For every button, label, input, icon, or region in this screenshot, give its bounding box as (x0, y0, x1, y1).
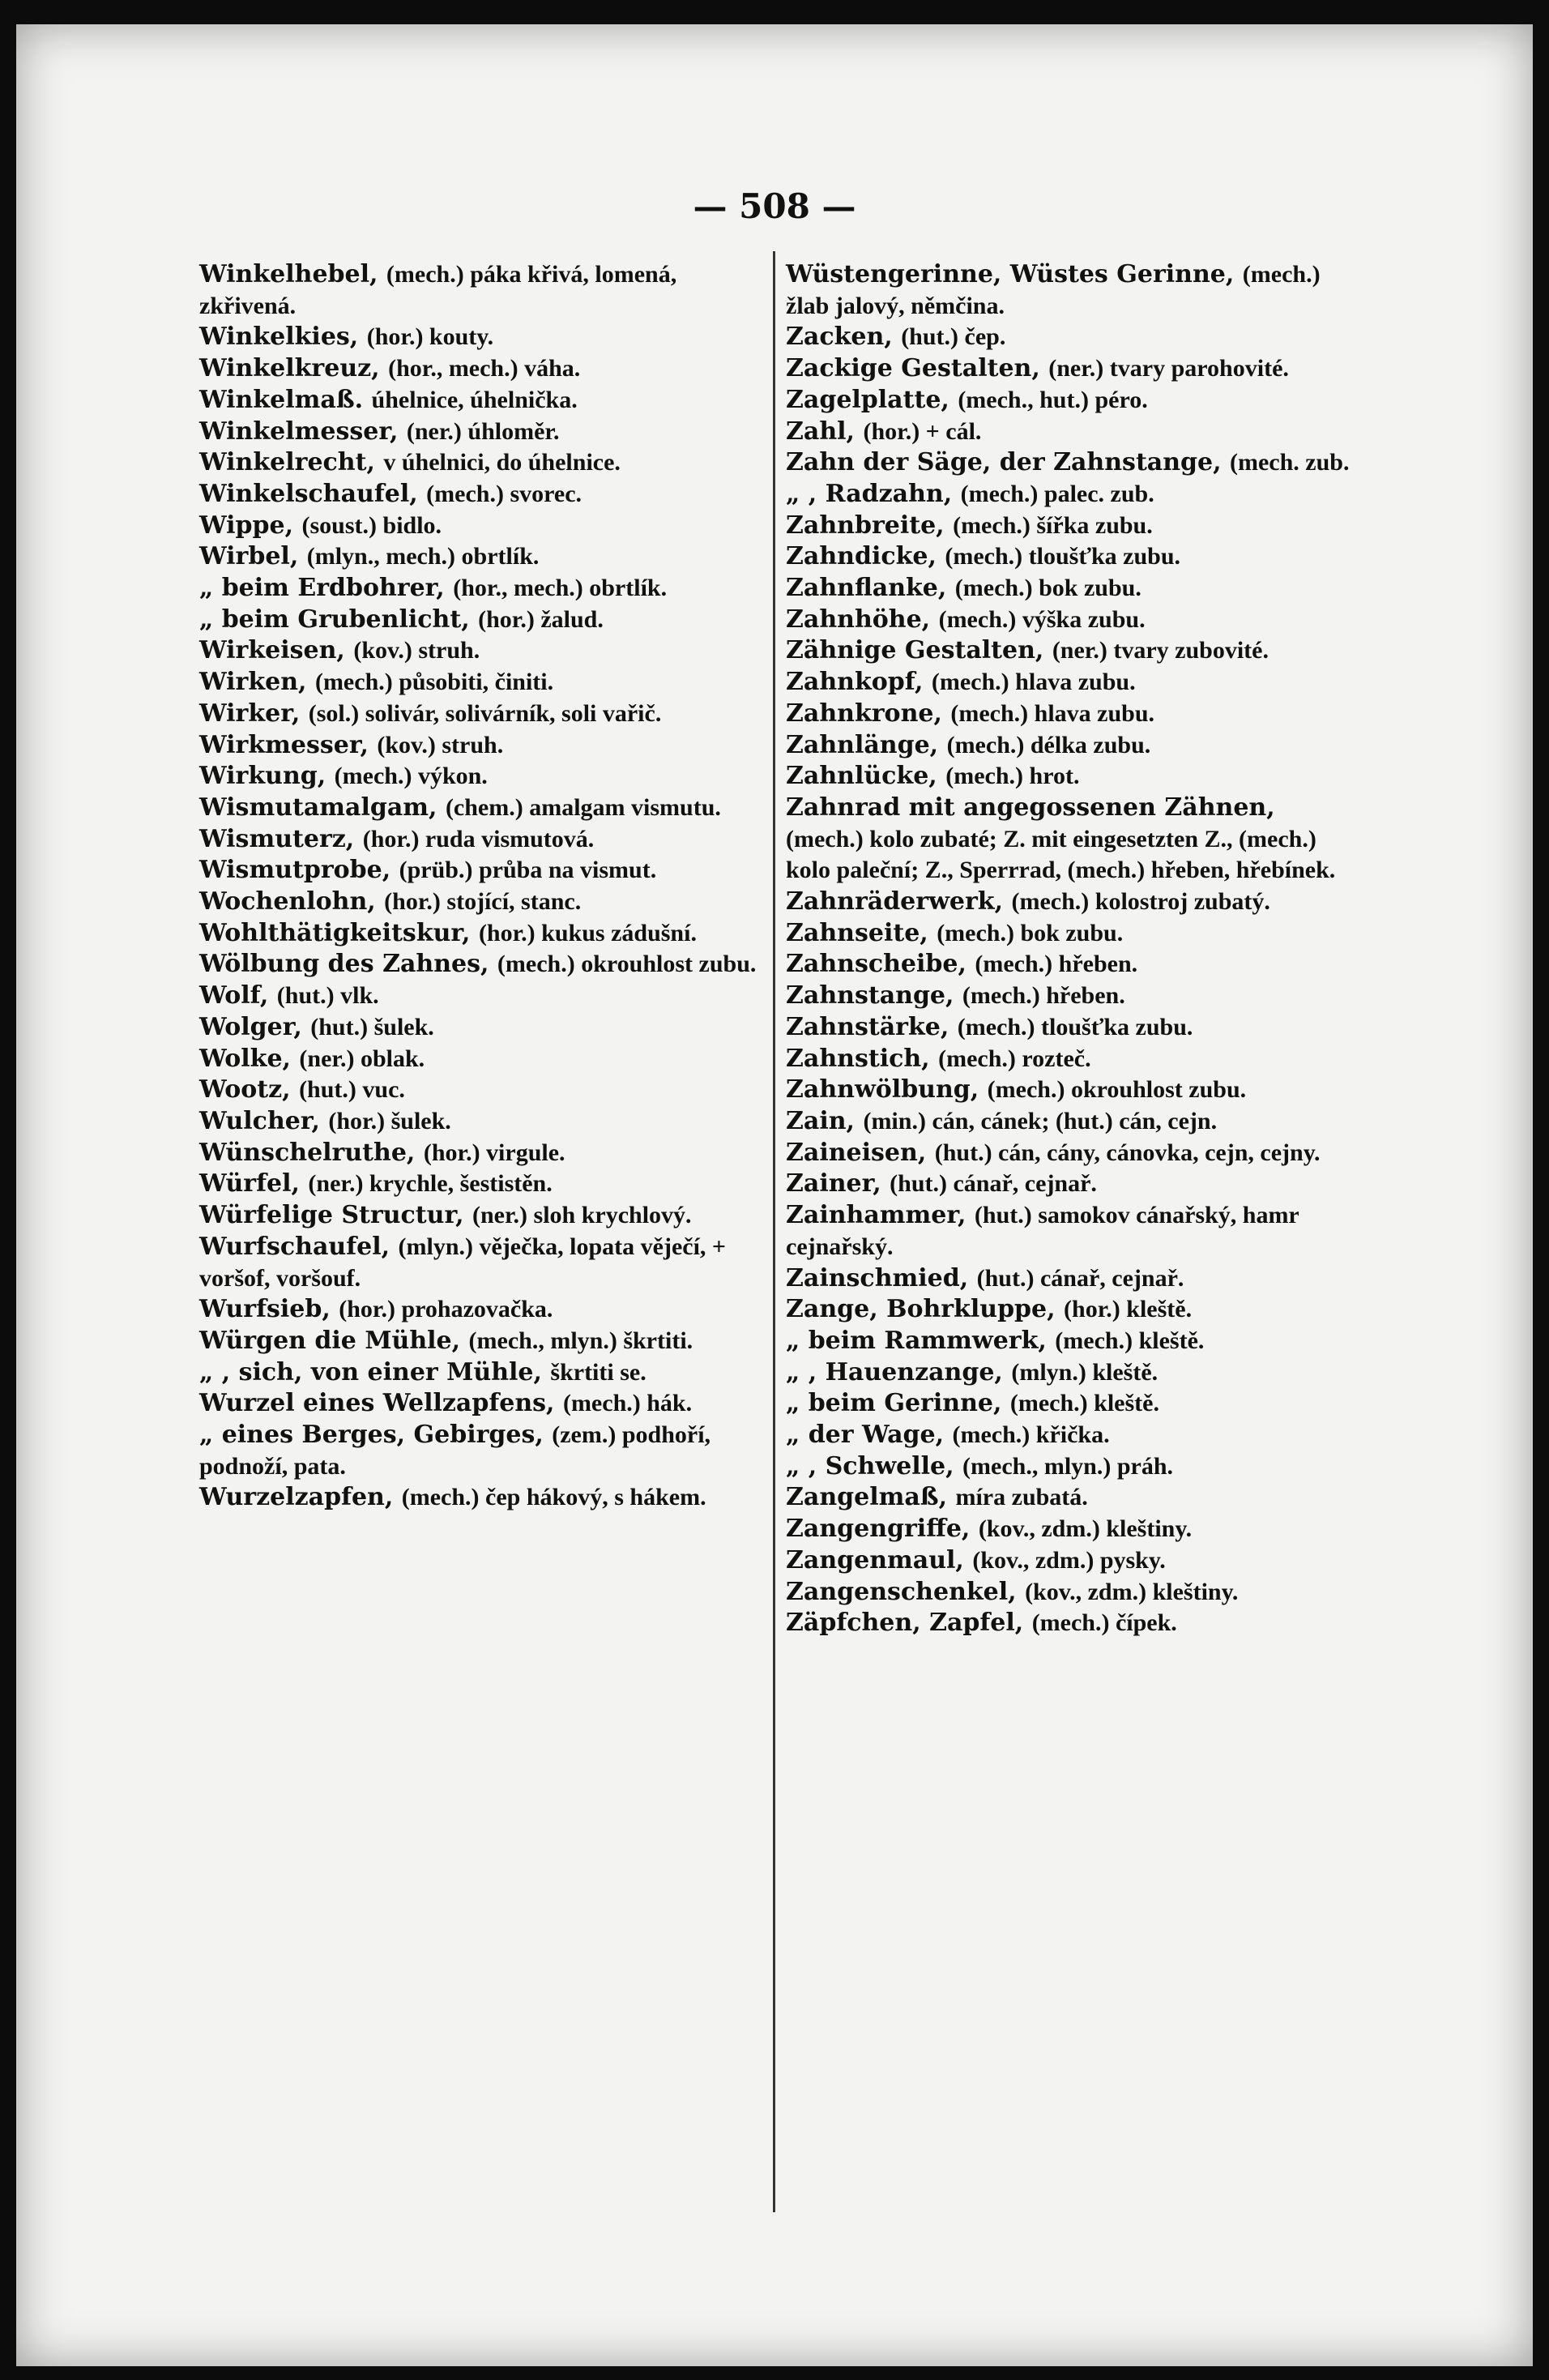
entry-translation: (hut.) čep. (901, 323, 1006, 351)
dictionary-entry (199, 322, 766, 353)
entry-headword: Wölbung des Zahnes, (199, 950, 489, 979)
dictionary-entry (199, 1200, 766, 1232)
entry-headword: Wirbel, (199, 542, 299, 571)
entry-translation: (hor.) kukus zádušní. (478, 919, 697, 946)
entry-headword: Wippe, (199, 511, 294, 540)
dictionary-entry (199, 1420, 766, 1482)
entry-headword: Zangenschenkel, (786, 1577, 1017, 1606)
entry-translation: (hor.) stojící, stanc. (384, 888, 582, 916)
entry-translation: (kov., zdm.) pysky. (972, 1546, 1166, 1574)
dictionary-entry (786, 667, 1353, 699)
dictionary-entry (199, 417, 766, 448)
dictionary-entry (199, 918, 766, 950)
entry-headword: Zahnhöhe, (786, 605, 931, 634)
entry-headword: Zahnlücke, (786, 762, 937, 791)
entry-headword: Wismutamalgam, (199, 793, 437, 822)
entry-translation: (mech., mlyn.) práh. (962, 1452, 1174, 1480)
entry-headword: Winkelkies, (199, 323, 359, 352)
entry-translation: (mech.) bok zubu. (937, 919, 1124, 946)
dictionary-entry (199, 949, 766, 981)
entry-translation: (hor.) kouty. (366, 323, 494, 351)
entry-headword: Wolke, (199, 1044, 291, 1073)
dictionary-entry (199, 1012, 766, 1044)
entry-translation: (kov., zdm.) kleštiny. (1025, 1578, 1239, 1605)
dictionary-entry (199, 479, 766, 511)
entry-translation: (hor.) žalud. (478, 605, 604, 633)
entry-headword: „ eines Berges, Gebirges, (199, 1421, 544, 1450)
dictionary-entry (786, 322, 1353, 353)
dictionary-entry (786, 699, 1353, 730)
entry-translation: (mech.) šířka zubu. (953, 511, 1153, 539)
dictionary-entry (199, 1044, 766, 1075)
entry-headword: Wurfschaufel, (199, 1232, 390, 1261)
entry-translation: (hor.) + cál. (863, 417, 982, 445)
dictionary-entry (786, 385, 1353, 417)
entry-headword: Zainer, (786, 1169, 881, 1199)
dictionary-entry (199, 699, 766, 730)
entry-translation: (mech.) čep hákový, s hákem. (401, 1484, 706, 1511)
dictionary-entry (199, 447, 766, 479)
dictionary-entry (786, 605, 1353, 636)
entry-headword: Würfelige Structur, (199, 1201, 464, 1230)
entry-headword: Zahnräderwerk, (786, 887, 1004, 917)
dictionary-entry (786, 1169, 1353, 1200)
dictionary-entry (786, 635, 1353, 667)
entry-translation: (mech.) okrouhlost zubu. (987, 1076, 1247, 1104)
entry-headword: Zahl, (786, 417, 855, 446)
entry-headword: Zackige Gestalten, (786, 354, 1040, 383)
dictionary-entry (199, 1232, 766, 1294)
entry-translation: v úhelnici, do úhelnice. (383, 449, 621, 476)
entry-headword: Zahnlänge, (786, 730, 939, 759)
entry-headword: Zahnstich, (786, 1044, 930, 1073)
dictionary-entry (199, 1106, 766, 1138)
entry-translation: (mech.) okrouhlost zubu. (497, 951, 757, 978)
entry-headword: „ , Radzahn, (786, 479, 953, 508)
entry-headword: Zahnwölbung, (786, 1075, 979, 1105)
entry-headword: Wohlthätigkeitskur, (199, 918, 471, 947)
entry-translation: (mech.) palec. zub. (960, 480, 1154, 507)
entry-headword: Zahnflanke, (786, 574, 947, 603)
entry-headword: Zahnscheibe, (786, 950, 967, 979)
dictionary-entry (199, 1357, 766, 1389)
entry-headword: „ beim Erdbohrer, (199, 574, 445, 603)
entry-headword: „ , sich, von einer Mühle, (199, 1357, 542, 1387)
entry-headword: Zahndicke, (786, 542, 937, 571)
dictionary-entry (199, 1138, 766, 1169)
entry-headword: Würfel, (199, 1169, 300, 1199)
entry-translation: (mech.) tloušťka zubu. (957, 1013, 1193, 1040)
entry-headword: Wulcher, (199, 1106, 320, 1135)
entry-translation: (mech.) hlava zubu. (950, 699, 1155, 727)
dictionary-entry (786, 981, 1353, 1012)
entry-headword: Zangelmaß, (786, 1483, 948, 1512)
entry-headword: Zainhammer, (786, 1201, 967, 1230)
dictionary-entry (786, 1545, 1353, 1577)
dictionary-entry (786, 949, 1353, 981)
entry-translation: (hor.) ruda vismutová. (362, 825, 595, 852)
entry-translation: (chem.) amalgam vismutu. (445, 793, 721, 821)
dictionary-entry (199, 887, 766, 918)
entry-headword: Wolger, (199, 1012, 302, 1041)
entry-translation: míra zubatá. (955, 1484, 1088, 1511)
entry-headword: Wirkmesser, (199, 730, 369, 759)
entry-headword: Wüstengerinne, Wüstes Gerinne, (786, 260, 1235, 288)
entry-headword: Zahnkopf, (786, 668, 924, 697)
entry-headword: Wurzelzapfen, (199, 1483, 394, 1512)
entry-translation: (zem.) podhoří, podnoží, pata. (199, 1421, 711, 1480)
page-number: — 508 — (693, 186, 856, 226)
entry-translation: (mech.) svorec. (426, 480, 582, 507)
dictionary-entry (199, 511, 766, 542)
entry-headword: Winkelrecht, (199, 448, 375, 477)
entry-translation: (hut.) cánař, cejnař. (976, 1264, 1184, 1292)
dictionary-entry (199, 1388, 766, 1420)
dictionary-entry (786, 887, 1353, 918)
entry-headword: Zahnstärke, (786, 1012, 949, 1041)
dictionary-entry (786, 259, 1353, 322)
dictionary-entry (199, 667, 766, 699)
entry-headword: Zahnstange, (786, 981, 954, 1011)
dictionary-entry (199, 1482, 766, 1514)
entry-headword: Zähnige Gestalten, (786, 636, 1044, 665)
entry-translation: (mech.) kleště. (1009, 1390, 1159, 1417)
dictionary-entry (199, 541, 766, 573)
entry-headword: Zäpfchen, Zapfel, (786, 1609, 1024, 1638)
left-column (199, 259, 766, 1514)
dictionary-entry (199, 259, 766, 322)
entry-translation: (kov.) struh. (353, 637, 480, 664)
entry-translation: (mech.) žlab jalový, němčina. (786, 261, 1321, 319)
entry-headword: Zahnkrone, (786, 699, 942, 728)
dictionary-entry (199, 635, 766, 667)
dictionary-entry (786, 1075, 1353, 1106)
dictionary-entry (199, 1075, 766, 1106)
entry-headword: Wirker, (199, 699, 301, 728)
entry-headword: „ der Wage, (786, 1421, 945, 1450)
dictionary-entry (199, 353, 766, 385)
entry-headword: Wootz, (199, 1075, 291, 1105)
entry-translation: (soust.) bidlo. (301, 511, 442, 539)
dictionary-entry (786, 1388, 1353, 1420)
dictionary-entry (786, 479, 1353, 511)
dictionary-entry (786, 1514, 1353, 1545)
dictionary-entry (199, 605, 766, 636)
entry-translation: (mech.) kolostroj zubatý. (1011, 888, 1270, 916)
entry-headword: Zange, Bohrkluppe, (786, 1295, 1056, 1324)
dictionary-entry (786, 1482, 1353, 1514)
entry-headword: Zain, (786, 1106, 855, 1135)
entry-translation: (mech.) délka zubu. (946, 731, 1151, 758)
entry-translation: (ner.) úhloměr. (406, 417, 560, 445)
dictionary-entry (199, 1326, 766, 1357)
entry-headword: „ beim Gerinne, (786, 1389, 1002, 1418)
entry-headword: Zacken, (786, 323, 893, 352)
entry-translation: (mech. zub. (1230, 449, 1350, 476)
dictionary-entry (786, 1106, 1353, 1138)
entry-headword: Zahnrad mit angegossenen Zähnen, (786, 793, 1275, 822)
entry-headword: „ , Schwelle, (786, 1451, 954, 1481)
entry-translation: (mlyn.) kleště. (1011, 1358, 1159, 1386)
dictionary-entry (199, 1169, 766, 1200)
entry-headword: Wurfsieb, (199, 1295, 331, 1324)
dictionary-entry (199, 385, 766, 417)
dictionary-entry (199, 793, 766, 824)
entry-translation: (mech.) hák. (562, 1390, 693, 1417)
dictionary-entry (786, 1044, 1353, 1075)
entry-headword: Zangenmaul, (786, 1545, 964, 1575)
column-divider (773, 251, 775, 2212)
entry-headword: Wirken, (199, 668, 307, 697)
scanned-page (16, 24, 1533, 2366)
entry-translation: (mech.) křička. (952, 1421, 1110, 1449)
right-column (786, 259, 1353, 1639)
entry-headword: Zaineisen, (786, 1138, 927, 1167)
dictionary-entry (786, 1200, 1353, 1263)
dictionary-entry (786, 918, 1353, 950)
entry-headword: Winkelmaß. (199, 385, 364, 414)
dictionary-entry (786, 353, 1353, 385)
entry-headword: Zahnseite, (786, 918, 928, 947)
entry-translation: (hor., mech.) obrtlík. (453, 575, 668, 602)
dictionary-entry (786, 447, 1353, 479)
entry-translation: (mech.) bok zubu. (954, 575, 1141, 602)
entry-translation: (mech.) tloušťka zubu. (945, 543, 1181, 570)
entry-translation: (hor.) kleště. (1064, 1296, 1193, 1323)
entry-headword: Zangengriffe, (786, 1515, 971, 1544)
dictionary-entry (786, 761, 1353, 793)
dictionary-entry (199, 761, 766, 793)
entry-translation: (hut.) šulek. (310, 1013, 434, 1040)
entry-translation: (kov., zdm.) kleštiny. (978, 1515, 1193, 1543)
entry-headword: Wochenlohn, (199, 887, 376, 917)
entry-translation: (mech.) kolo zubaté; Z. mit eingesetzten Z., (mech.) kolo paleční; Z., Sperrrad, (mech.) hřeben, hřebínek. (786, 825, 1336, 884)
entry-translation: (mech., mlyn.) škrtiti. (468, 1327, 693, 1354)
entry-headword: Zahn der Säge, der Zahnstange, (786, 448, 1222, 477)
dictionary-entry (786, 1577, 1353, 1609)
dictionary-entry (786, 1357, 1353, 1389)
entry-headword: Wolf, (199, 981, 269, 1011)
entry-translation: (mech.) rozteč. (938, 1045, 1091, 1072)
entry-translation: úhelnice, úhelnička. (371, 386, 578, 413)
entry-headword: Wirkung, (199, 762, 326, 791)
entry-headword: Wismutprobe, (199, 856, 391, 885)
entry-translation: (mlyn., mech.) obrtlík. (306, 543, 540, 570)
dictionary-entry (786, 511, 1353, 542)
entry-translation: (mech.) výška zubu. (938, 605, 1146, 633)
entry-translation: (hut.) vuc. (299, 1076, 405, 1104)
entry-translation: (mech., hut.) péro. (958, 386, 1148, 413)
dictionary-entry (786, 541, 1353, 573)
entry-translation: (mech.) kleště. (1055, 1327, 1205, 1354)
entry-headword: Winkelschaufel, (199, 479, 418, 508)
entry-translation: (mlyn.) věječka, lopata věječí, + voršof, voršouf. (199, 1233, 727, 1292)
dictionary-entry (786, 1608, 1353, 1639)
dictionary-entry (786, 1326, 1353, 1357)
entry-headword: Wurzel eines Wellzapfens, (199, 1389, 555, 1418)
entry-headword: Wünschelruthe, (199, 1138, 416, 1167)
entry-headword: Winkelkreuz, (199, 354, 380, 383)
entry-translation: (mech.) výkon. (334, 763, 488, 790)
entry-headword: Zagelplatte, (786, 385, 949, 414)
dictionary-entry (199, 981, 766, 1012)
entry-translation: (mech.) hřeben. (962, 982, 1125, 1010)
entry-headword: Würgen die Mühle, (199, 1326, 461, 1355)
entry-translation: (mech.) působiti, činiti. (314, 669, 554, 696)
dictionary-entry (199, 1294, 766, 1326)
dictionary-entry (786, 1138, 1353, 1169)
entry-translation: škrtiti se. (550, 1358, 646, 1386)
entry-translation: (ner.) tvary zubovité. (1052, 637, 1269, 664)
entry-translation: (hut.) cán, cány, cánovka, cejn, cejny. (934, 1139, 1321, 1166)
entry-translation: (prüb.) průba na vismut. (399, 857, 657, 884)
entry-translation: (ner.) tvary parohovité. (1048, 355, 1289, 382)
dictionary-entry (786, 1294, 1353, 1326)
entry-translation: (mech.) hlava zubu. (931, 669, 1136, 696)
entry-translation: (sol.) solivár, solivárník, soli vařič. (308, 699, 662, 727)
entry-headword: Wismuterz, (199, 824, 355, 853)
entry-translation: (mech.) čípek. (1031, 1609, 1177, 1637)
entry-translation: (ner.) sloh krychlový. (472, 1202, 692, 1229)
entry-headword: Winkelhebel, (199, 260, 378, 288)
entry-translation: (ner.) krychle, šestistěn. (308, 1170, 553, 1198)
entry-translation: (hut.) vlk. (276, 982, 379, 1010)
dictionary-entry (786, 573, 1353, 605)
dictionary-entry (786, 1263, 1353, 1295)
entry-translation: (hut.) samokov cánařský, hamr cejnařský. (786, 1202, 1299, 1260)
entry-translation: (hor., mech.) váha. (388, 355, 581, 382)
entry-translation: (kov.) struh. (377, 731, 504, 758)
entry-translation: (hor.) prohazovačka. (339, 1296, 553, 1323)
dictionary-entry (786, 793, 1353, 887)
entry-headword: „ beim Grubenlicht, (199, 605, 470, 634)
entry-headword: Zahnbreite, (786, 511, 945, 540)
entry-translation: (hor.) šulek. (328, 1107, 451, 1134)
entry-translation: (hor.) virgule. (423, 1139, 565, 1166)
entry-headword: Winkelmesser, (199, 417, 399, 446)
entry-headword: „ , Hauenzange, (786, 1357, 1003, 1387)
entry-headword: Wirkeisen, (199, 636, 345, 665)
dictionary-entry (199, 730, 766, 762)
entry-translation: (ner.) oblak. (299, 1045, 425, 1072)
entry-headword: Zainschmied, (786, 1263, 969, 1293)
entry-translation: (mech.) páka křivá, lomená, zkřivená. (199, 261, 677, 319)
dictionary-entry (199, 824, 766, 856)
dictionary-entry (786, 417, 1353, 448)
dictionary-entry (786, 1012, 1353, 1044)
entry-translation: (hut.) cánař, cejnař. (890, 1170, 1097, 1198)
dictionary-entry (199, 573, 766, 605)
dictionary-entry (199, 855, 766, 887)
entry-headword: „ beim Rammwerk, (786, 1326, 1047, 1355)
dictionary-entry (786, 1420, 1353, 1451)
dictionary-entry (786, 1451, 1353, 1483)
entry-translation: (min.) cán, cánek; (hut.) cán, cejn. (863, 1107, 1218, 1134)
dictionary-entry (786, 730, 1353, 762)
entry-translation: (mech.) hrot. (945, 763, 1080, 790)
entry-translation: (mech.) hřeben. (975, 951, 1138, 978)
